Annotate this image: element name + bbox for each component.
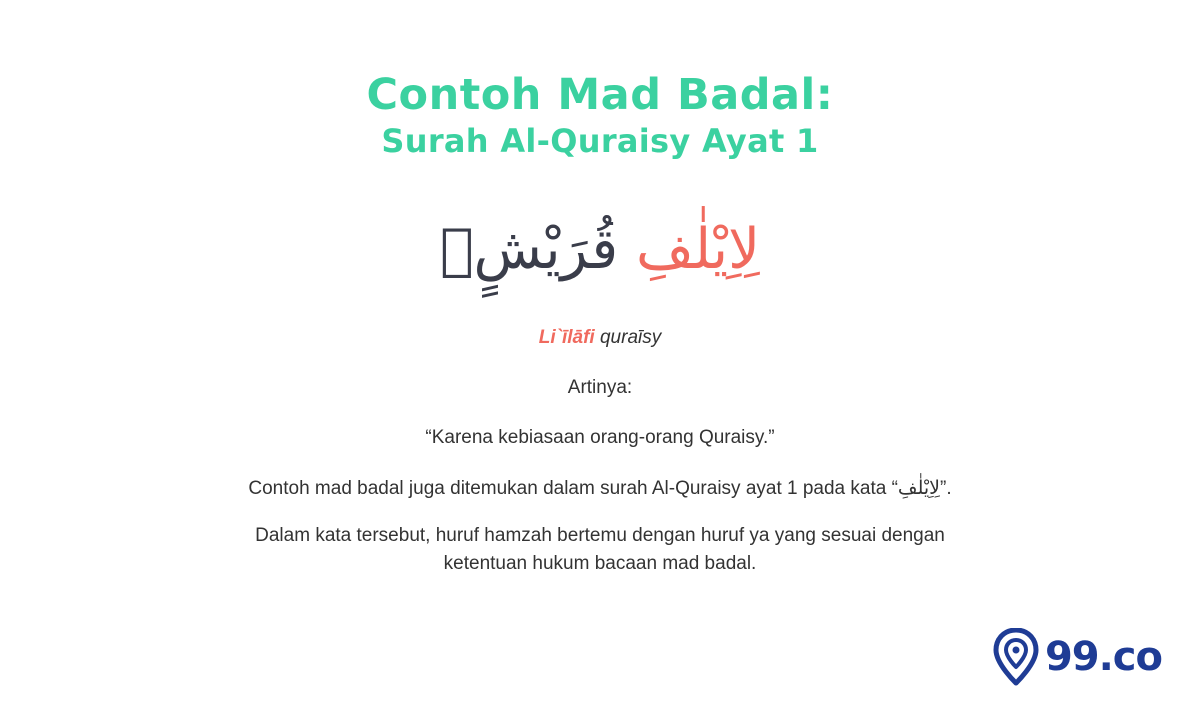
example-text-after: ”.	[940, 478, 952, 499]
explanation-line-1: Dalam kata tersebut, huruf hamzah bertemu dengan huruf ya yang sesuai dengan	[255, 525, 945, 546]
transliteration-highlight: Li`īlāfi	[538, 327, 595, 348]
example-text-before: Contoh mad badal juga ditemukan dalam surah Al-Quraisy ayat 1 pada kata “	[248, 478, 898, 499]
title-subtitle: Surah Al-Quraisy Ayat 1	[381, 122, 819, 160]
explanation-paragraph	[0, 522, 1200, 578]
location-pin-icon	[993, 628, 1039, 686]
brand-logo	[993, 626, 1162, 688]
transliteration-rest: quraīsy	[599, 327, 662, 348]
brand-logo-text: 99.co	[1044, 634, 1162, 680]
arabic-verse	[0, 205, 1200, 295]
arabic-verse-highlight: لِاِيْلٰفِ	[636, 217, 761, 282]
meaning-text: “Karena kebiasaan orang-orang Quraisy.”	[425, 427, 775, 448]
example-arabic-word: لِاِيْلٰفِ	[897, 477, 941, 499]
title-main: Contoh Mad Badal:	[366, 70, 834, 120]
meaning-label: Artinya:	[567, 377, 633, 398]
example-paragraph	[0, 474, 1200, 503]
explanation-line-2: ketentuan hukum bacaan mad badal.	[443, 553, 757, 574]
transliteration	[0, 324, 1200, 352]
arabic-verse-rest: قُرَيْشٍۙ	[439, 217, 619, 282]
title-block	[0, 68, 1200, 160]
